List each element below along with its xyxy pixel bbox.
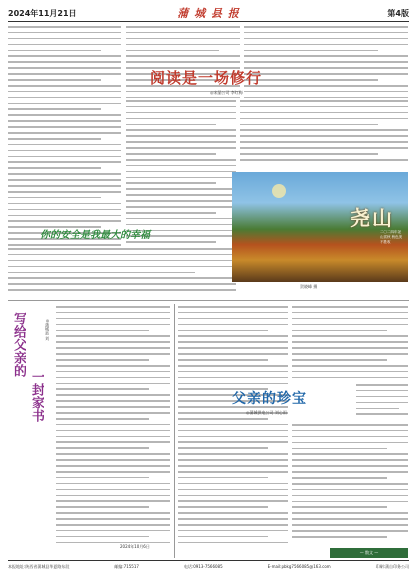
letter-headline-2: 一封家书 xyxy=(29,370,44,422)
article-text-block xyxy=(356,384,408,424)
article-text-block xyxy=(178,306,288,556)
letter-byline: ◎蒲城县 刘 xyxy=(45,318,50,341)
newspaper-name: 蒲 城 县 报 xyxy=(177,7,240,20)
reading-headline: 阅读是一场修行 xyxy=(150,69,263,87)
article-text-block xyxy=(292,424,408,548)
treasure-byline: ◎蒲城供电公司 刘心雨 xyxy=(246,410,287,415)
article-text-block xyxy=(8,26,121,256)
photo-caption: 二〇二四年尧山赏秋 秋色美不胜收 xyxy=(380,230,403,244)
footer-print: 印刷:蒲自印务公司 xyxy=(375,563,409,569)
footer-phone: 电话:0913-7566085 xyxy=(183,563,223,569)
poem-tag-box xyxy=(330,548,408,558)
letter-headline-1: 写给父亲的 xyxy=(11,312,26,377)
treasure-headline: 父亲的珍宝 xyxy=(232,391,307,407)
poem-tag: — 散文 — xyxy=(359,550,379,555)
letter-signature-date: 2024年10月6日 xyxy=(120,544,150,549)
article-text-block xyxy=(292,306,408,382)
footer-rule xyxy=(8,560,409,561)
column-divider xyxy=(174,304,175,558)
article-text-block xyxy=(8,248,236,296)
masthead-rule xyxy=(8,21,409,22)
issue-date: 2024年11月21日 xyxy=(8,8,77,18)
autumn-mountain-photo xyxy=(232,172,408,282)
photo-credit: 贺晓峰 摄 xyxy=(300,284,318,289)
happiness-headline: 你的安全是我最大的幸福 xyxy=(40,230,150,241)
footer-email: E-mail:pbkg7566085@163.com xyxy=(267,564,331,569)
reading-byline: ◎宋晶公司 李红梅 xyxy=(210,90,243,95)
footer xyxy=(8,562,409,571)
footer-postcode: 邮编:715517 xyxy=(114,563,139,569)
footer-address: 本报地址:陕西省蒲城县华夏路东段 xyxy=(8,563,70,569)
page-number: 第4版 xyxy=(387,8,409,18)
section-divider xyxy=(8,300,409,301)
article-text-block xyxy=(56,306,170,556)
sun-shape xyxy=(272,184,286,198)
photo-title: 尧山 xyxy=(350,206,394,230)
article-text-block xyxy=(244,26,408,102)
masthead xyxy=(8,6,409,20)
article-text-block xyxy=(240,100,408,170)
